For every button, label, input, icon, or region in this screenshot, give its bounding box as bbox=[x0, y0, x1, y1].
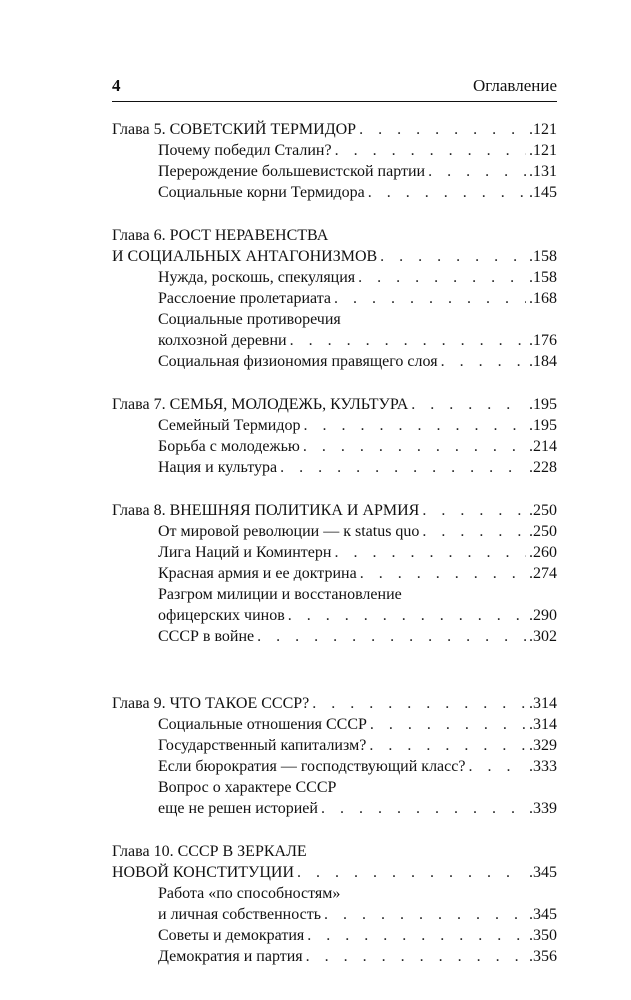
dot-leader bbox=[334, 288, 526, 309]
dot-leader bbox=[360, 563, 526, 584]
section-page-number: .168 bbox=[529, 290, 557, 307]
dot-leader bbox=[359, 119, 526, 140]
section-title: Нация и культура bbox=[158, 459, 278, 476]
chapter-line bbox=[112, 246, 557, 267]
section-page-number: .350 bbox=[529, 927, 557, 944]
section-title: еще не решен историей bbox=[158, 800, 318, 817]
section-line bbox=[112, 756, 557, 777]
chapter-page-number: .345 bbox=[529, 864, 557, 881]
dot-leader bbox=[422, 521, 526, 542]
dot-leader bbox=[280, 457, 526, 478]
section-title: Если бюрократия — господствующий класс? bbox=[158, 758, 466, 775]
section-title: Красная армия и ее доктрина bbox=[158, 565, 357, 582]
section-page-number: .158 bbox=[529, 269, 557, 286]
chapter-title: НОВОЙ КОНСТИТУЦИИ bbox=[112, 864, 295, 881]
section-line bbox=[112, 714, 557, 735]
section-page-number: .195 bbox=[529, 417, 557, 434]
header-rule bbox=[112, 101, 557, 102]
section-line bbox=[112, 735, 557, 756]
dot-leader bbox=[428, 161, 526, 182]
dot-leader bbox=[297, 862, 526, 883]
chapter-line bbox=[112, 394, 557, 415]
chapter-line bbox=[112, 862, 557, 883]
dot-leader bbox=[468, 756, 526, 777]
section-page-number: .228 bbox=[529, 459, 557, 476]
dot-leader bbox=[422, 500, 526, 521]
toc-chapter bbox=[112, 394, 557, 478]
section-page-number: .260 bbox=[529, 544, 557, 561]
section-page-number: .145 bbox=[529, 184, 557, 201]
dot-leader bbox=[324, 904, 526, 925]
section-line bbox=[112, 626, 557, 647]
dot-leader bbox=[257, 626, 526, 647]
section-page-number: .302 bbox=[529, 628, 557, 645]
section-line bbox=[112, 605, 557, 626]
section-title: Перерождение большевистской партии bbox=[158, 163, 426, 180]
dot-leader bbox=[312, 693, 526, 714]
chapter-title: И СОЦИАЛЬНЫХ АНТАГОНИЗМОВ bbox=[112, 248, 378, 265]
section-page-number: .345 bbox=[529, 906, 557, 923]
section-line bbox=[112, 436, 557, 457]
section-line bbox=[112, 946, 557, 967]
chapter-page-number: .158 bbox=[529, 248, 557, 265]
section-page-number: .184 bbox=[529, 353, 557, 370]
section-title: колхозной деревни bbox=[158, 332, 287, 349]
section-title: Социальные противоречия bbox=[158, 311, 341, 328]
toc-chapter bbox=[112, 841, 557, 967]
dot-leader bbox=[370, 714, 526, 735]
section-page-number: .290 bbox=[529, 607, 557, 624]
chapter-page-number: .121 bbox=[529, 121, 557, 138]
dot-leader bbox=[380, 246, 526, 267]
section-line bbox=[112, 351, 557, 372]
chapter-title: Глава 5. СОВЕТСКИЙ ТЕРМИДОР bbox=[112, 121, 357, 138]
section-title: Социальная физиономия правящего слоя bbox=[158, 353, 438, 370]
section-page-number: .329 bbox=[529, 737, 557, 754]
section-title: Советы и демократия bbox=[158, 927, 305, 944]
chapter-page-number: .314 bbox=[529, 695, 557, 712]
chapter-line bbox=[112, 225, 557, 246]
section-title: СССР в войне bbox=[158, 628, 255, 645]
running-title: Оглавление bbox=[473, 76, 557, 95]
section-title: Расслоение пролетариата bbox=[158, 290, 331, 307]
section-title: Вопрос о характере СССР bbox=[158, 779, 337, 796]
section-line bbox=[112, 309, 557, 330]
toc-chapter bbox=[112, 693, 557, 819]
section-line bbox=[112, 415, 557, 436]
section-page-number: .314 bbox=[529, 716, 557, 733]
section-page-number: .333 bbox=[529, 758, 557, 775]
section-title: Социальные отношения СССР bbox=[158, 716, 367, 733]
chapter-title: Глава 9. ЧТО ТАКОЕ СССР? bbox=[112, 695, 310, 712]
page-number: 4 bbox=[112, 76, 121, 95]
chapter-title: Глава 6. РОСТ НЕРАВЕНСТВА bbox=[112, 227, 329, 244]
section-line bbox=[112, 777, 557, 798]
section-title: Борьба с молодежью bbox=[158, 438, 300, 455]
section-line bbox=[112, 542, 557, 563]
dot-leader bbox=[306, 946, 526, 967]
section-line bbox=[112, 563, 557, 584]
section-page-number: .176 bbox=[529, 332, 557, 349]
section-page-number: .274 bbox=[529, 565, 557, 582]
chapter-title: Глава 8. ВНЕШНЯЯ ПОЛИТИКА И АРМИЯ bbox=[112, 502, 420, 519]
dot-leader bbox=[303, 415, 526, 436]
dot-leader bbox=[334, 542, 526, 563]
dot-leader bbox=[335, 140, 526, 161]
section-line bbox=[112, 267, 557, 288]
section-page-number: .121 bbox=[529, 142, 557, 159]
section-page-number: .131 bbox=[529, 163, 557, 180]
section-line bbox=[112, 904, 557, 925]
dot-leader bbox=[411, 394, 526, 415]
chapter-line bbox=[112, 841, 557, 862]
section-title: Социальные корни Термидора bbox=[158, 184, 365, 201]
section-line bbox=[112, 521, 557, 542]
toc-chapter bbox=[112, 225, 557, 372]
section-title: офицерских чинов bbox=[158, 607, 285, 624]
section-page-number: .214 bbox=[529, 438, 557, 455]
chapter-line bbox=[112, 693, 557, 714]
chapter-title: Глава 10. СССР В ЗЕРКАЛЕ bbox=[112, 843, 307, 860]
dot-leader bbox=[288, 605, 526, 626]
toc-chapter bbox=[112, 500, 557, 647]
section-page-number: .250 bbox=[529, 523, 557, 540]
section-page-number: .356 bbox=[529, 948, 557, 965]
section-line bbox=[112, 457, 557, 478]
dot-leader bbox=[368, 182, 526, 203]
dot-leader bbox=[307, 925, 526, 946]
table-of-contents bbox=[112, 119, 557, 989]
section-line bbox=[112, 925, 557, 946]
section-title: От мировой революции — к status quo bbox=[158, 523, 420, 540]
section-line bbox=[112, 330, 557, 351]
section-line bbox=[112, 883, 557, 904]
chapter-line bbox=[112, 119, 557, 140]
section-title: Почему победил Сталин? bbox=[158, 142, 332, 159]
section-line bbox=[112, 140, 557, 161]
dot-leader bbox=[290, 330, 526, 351]
section-title: Семейный Термидор bbox=[158, 417, 301, 434]
chapter-page-number: .195 bbox=[529, 396, 557, 413]
dot-leader bbox=[358, 267, 526, 288]
section-title: Государственный капитализм? bbox=[158, 737, 367, 754]
toc-chapter bbox=[112, 119, 557, 203]
section-line bbox=[112, 798, 557, 819]
section-title: Работа «по способностям» bbox=[158, 885, 341, 902]
chapter-page-number: .250 bbox=[529, 502, 557, 519]
chapter-title: Глава 7. СЕМЬЯ, МОЛОДЕЖЬ, КУЛЬТУРА bbox=[112, 396, 409, 413]
chapter-line bbox=[112, 500, 557, 521]
dot-leader bbox=[369, 735, 526, 756]
section-title: Нужда, роскошь, спекуляция bbox=[158, 269, 356, 286]
section-line bbox=[112, 182, 557, 203]
section-line bbox=[112, 161, 557, 182]
section-line bbox=[112, 288, 557, 309]
section-title: Демократия и партия bbox=[158, 948, 303, 965]
dot-leader bbox=[321, 798, 526, 819]
section-title: Разгром милиции и восстановление bbox=[158, 586, 402, 603]
section-page-number: .339 bbox=[529, 800, 557, 817]
section-title: и личная собственность bbox=[158, 906, 321, 923]
section-line bbox=[112, 584, 557, 605]
dot-leader bbox=[441, 351, 526, 372]
section-title: Лига Наций и Коминтерн bbox=[158, 544, 332, 561]
dot-leader bbox=[303, 436, 526, 457]
